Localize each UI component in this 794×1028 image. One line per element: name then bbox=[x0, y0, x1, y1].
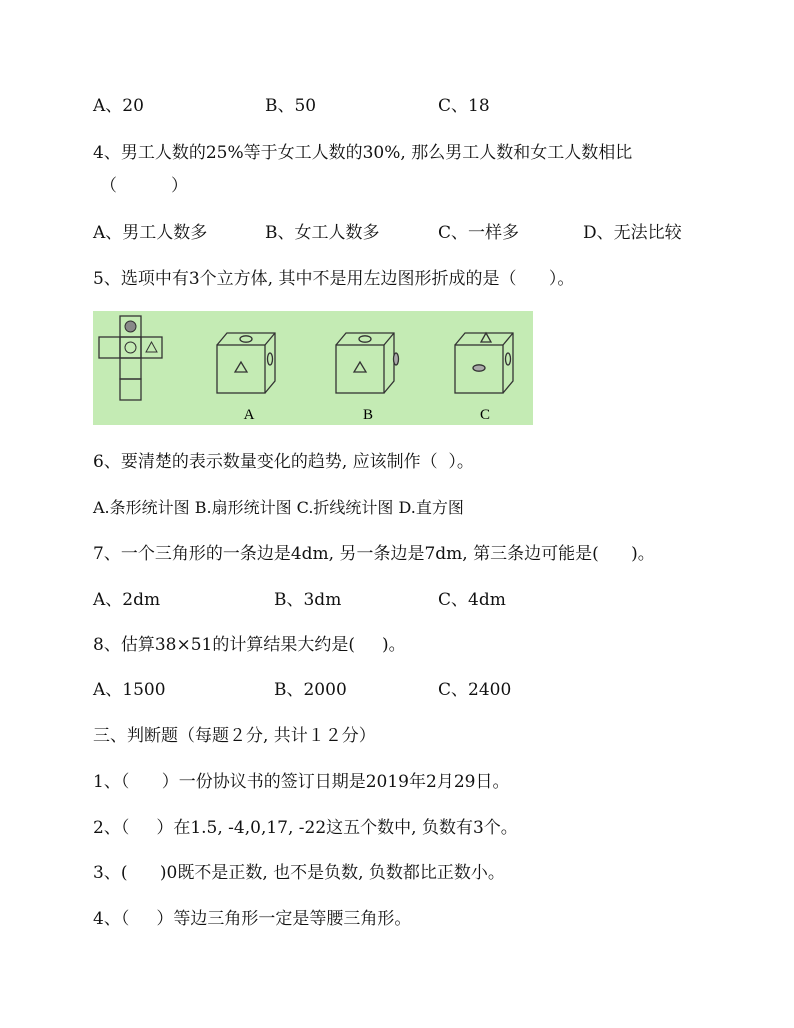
q3-option-b: B、50 bbox=[265, 96, 317, 116]
net-filled-circle-icon bbox=[125, 321, 136, 332]
figure-label-b: B bbox=[362, 407, 374, 423]
q4-option-a: A、男工人数多 bbox=[93, 223, 208, 243]
q8-option-b: B、2000 bbox=[274, 680, 347, 700]
q8-stem: 8、估算38×51的计算结果大约是( )。 bbox=[93, 635, 406, 655]
q3-option-a: A、20 bbox=[93, 96, 144, 116]
q4-option-b: B、女工人数多 bbox=[265, 223, 380, 243]
q6-options: A.条形统计图 B.扇形统计图 C.折线统计图 D.直方图 bbox=[93, 498, 464, 517]
cube-a bbox=[217, 333, 275, 393]
q6-stem: 6、要清楚的表示数量变化的趋势, 应该制作（ ）。 bbox=[93, 452, 474, 472]
q4-stem: 4、男工人数的25%等于女工人数的30%, 那么男工人数和女工人数相比 bbox=[93, 143, 633, 163]
q7-option-a: A、2dm bbox=[93, 590, 161, 610]
judge-item-4: 4、（ ）等边三角形一定是等腰三角形。 bbox=[93, 909, 412, 929]
net-face-4 bbox=[120, 379, 141, 400]
figure-label-c: C bbox=[479, 407, 491, 423]
figure-label-a: A bbox=[243, 407, 255, 423]
q4-option-c: C、一样多 bbox=[438, 223, 520, 243]
net-face-right bbox=[141, 337, 162, 358]
cube-b bbox=[336, 333, 399, 393]
q4-answer-blank: （ ） bbox=[100, 176, 189, 196]
net-triangle-icon bbox=[146, 342, 157, 352]
q5-stem: 5、选项中有3个立方体, 其中不是用左边图形折成的是（ ）。 bbox=[93, 269, 575, 289]
q7-option-c: C、4dm bbox=[438, 590, 506, 610]
q3-option-c: C、18 bbox=[438, 96, 490, 116]
net-circle-icon bbox=[125, 342, 136, 353]
judge-item-1: 1、（ ）一份协议书的签订日期是2019年2月29日。 bbox=[93, 772, 510, 792]
q4-option-d: D、无法比较 bbox=[583, 223, 682, 243]
section3-title: 三、判断题（每题２分, 共计１２分） bbox=[93, 726, 376, 746]
net-face-left bbox=[99, 337, 120, 358]
q8-option-c: C、2400 bbox=[438, 680, 512, 700]
net-face-3 bbox=[120, 358, 141, 379]
cube-figure-svg bbox=[93, 311, 533, 425]
q7-option-b: B、3dm bbox=[274, 590, 342, 610]
judge-item-3: 3、( )0既不是正数, 也不是负数, 负数都比正数小。 bbox=[93, 863, 505, 883]
q7-stem: 7、一个三角形的一条边是4dm, 另一条边是7dm, 第三条边可能是( )。 bbox=[93, 544, 655, 564]
q8-option-a: A、1500 bbox=[93, 680, 166, 700]
judge-item-2: 2、（ ）在1.5, -4,0,17, -22这五个数中, 负数有3个。 bbox=[93, 818, 518, 838]
cube-net-figure bbox=[93, 311, 533, 425]
cube-c bbox=[455, 333, 513, 393]
net-face-2 bbox=[120, 337, 141, 358]
